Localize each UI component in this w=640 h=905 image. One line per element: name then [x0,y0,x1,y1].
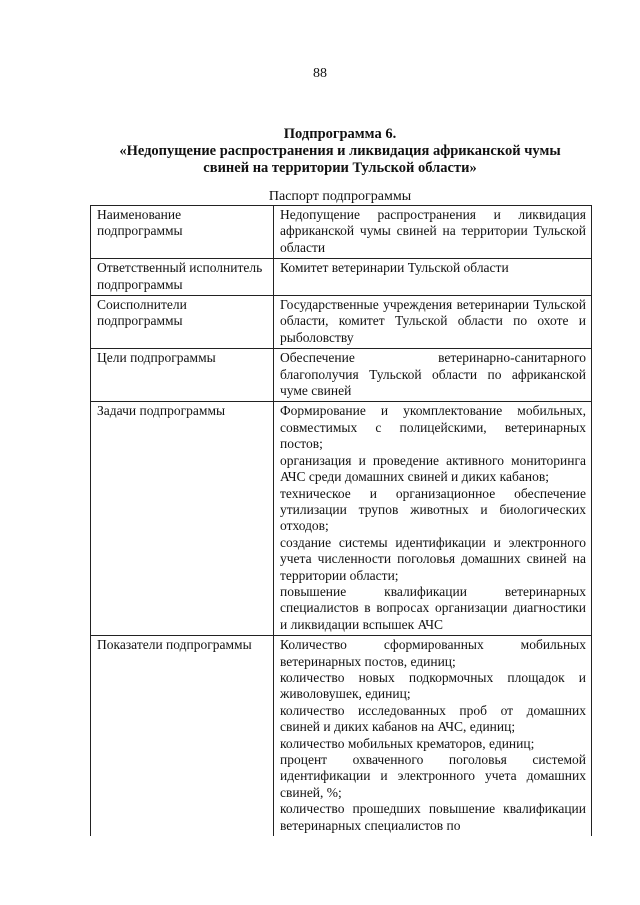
row-value-item: Недопущение распространения и ликвидация африканской чумы свиней на территории Тульской области [280,207,586,255]
row-label: Соисполнители подпрограммы [91,296,274,349]
row-value-item: количество исследованных проб от домашних свиней и диких кабанов на АЧС, единиц; [280,702,586,735]
row-value-item: Обеспечение ветеринарно-санитарного благополучия Тульской области по африканской чуме свиней [280,350,586,399]
row-value [274,636,592,836]
row-value-item: Количество сформированных мобильных ветеринарных постов, единиц; [280,637,586,669]
table-row-tasks [91,402,592,636]
row-value [274,206,592,259]
row-label: Цели подпрограммы [91,349,274,402]
row-value [274,296,592,349]
row-value-item: количество мобильных крематоров, единиц; [280,735,535,751]
row-value-item: организация и проведение активного мониторинга АЧС среди домашних свиней и диких кабанов; [280,452,586,485]
row-value [274,259,592,296]
row-label: Задачи подпрограммы [91,402,274,636]
table-row-executor [91,259,592,296]
row-value-item: создание системы идентификации и электронного учета численности поголовья домашних свиней на территории области; [280,534,586,583]
passport-table [90,205,592,836]
table-row-coexecutors [91,296,592,349]
subprogram-title [100,126,580,177]
table-row-goals [91,349,592,402]
title-line-3: свиней на территории Тульской области» [203,160,477,176]
row-value [274,402,592,636]
table-row-indicators [91,636,592,836]
row-value-item: процент охваченного поголовья системой идентификации и электронного учета домашних свиней, %; [280,752,586,800]
row-value-item: Комитет ветеринарии Тульской области [280,260,509,276]
title-line-1: Подпрограмма 6. [283,126,397,142]
row-value-item: количество прошедших повышение квалификации ветеринарных специалистов по [280,801,586,833]
table-row-name [91,206,592,259]
row-value-item: повышение квалификации ветеринарных специалистов в вопросах организации диагностики и ликвидации вспышек АЧС [280,583,586,632]
page-number: 88 [313,66,327,81]
row-value-item: количество новых подкормочных площадок и живоловушек, единиц; [280,669,586,702]
passport-caption: Паспорт подпрограммы [268,189,412,204]
row-value [274,349,592,402]
row-label: Ответственный исполнитель подпрограммы [91,259,274,296]
row-label: Показатели подпрограммы [91,636,274,836]
row-value-item: техническое и организационное обеспечение утилизации трупов животных и биологических отходов; [280,485,586,534]
row-value-item: Формирование и укомплектование мобильных, совместимых с полицейскими, ветеринарных постов; [280,403,586,452]
title-line-2: «Недопущение распространения и ликвидация африканской чумы [119,143,561,159]
row-value-item: Государственные учреждения ветеринарии Тульской области, комитет Тульской области по охоте и рыболовству [280,297,586,345]
row-label: Наименование подпрограммы [91,206,274,259]
